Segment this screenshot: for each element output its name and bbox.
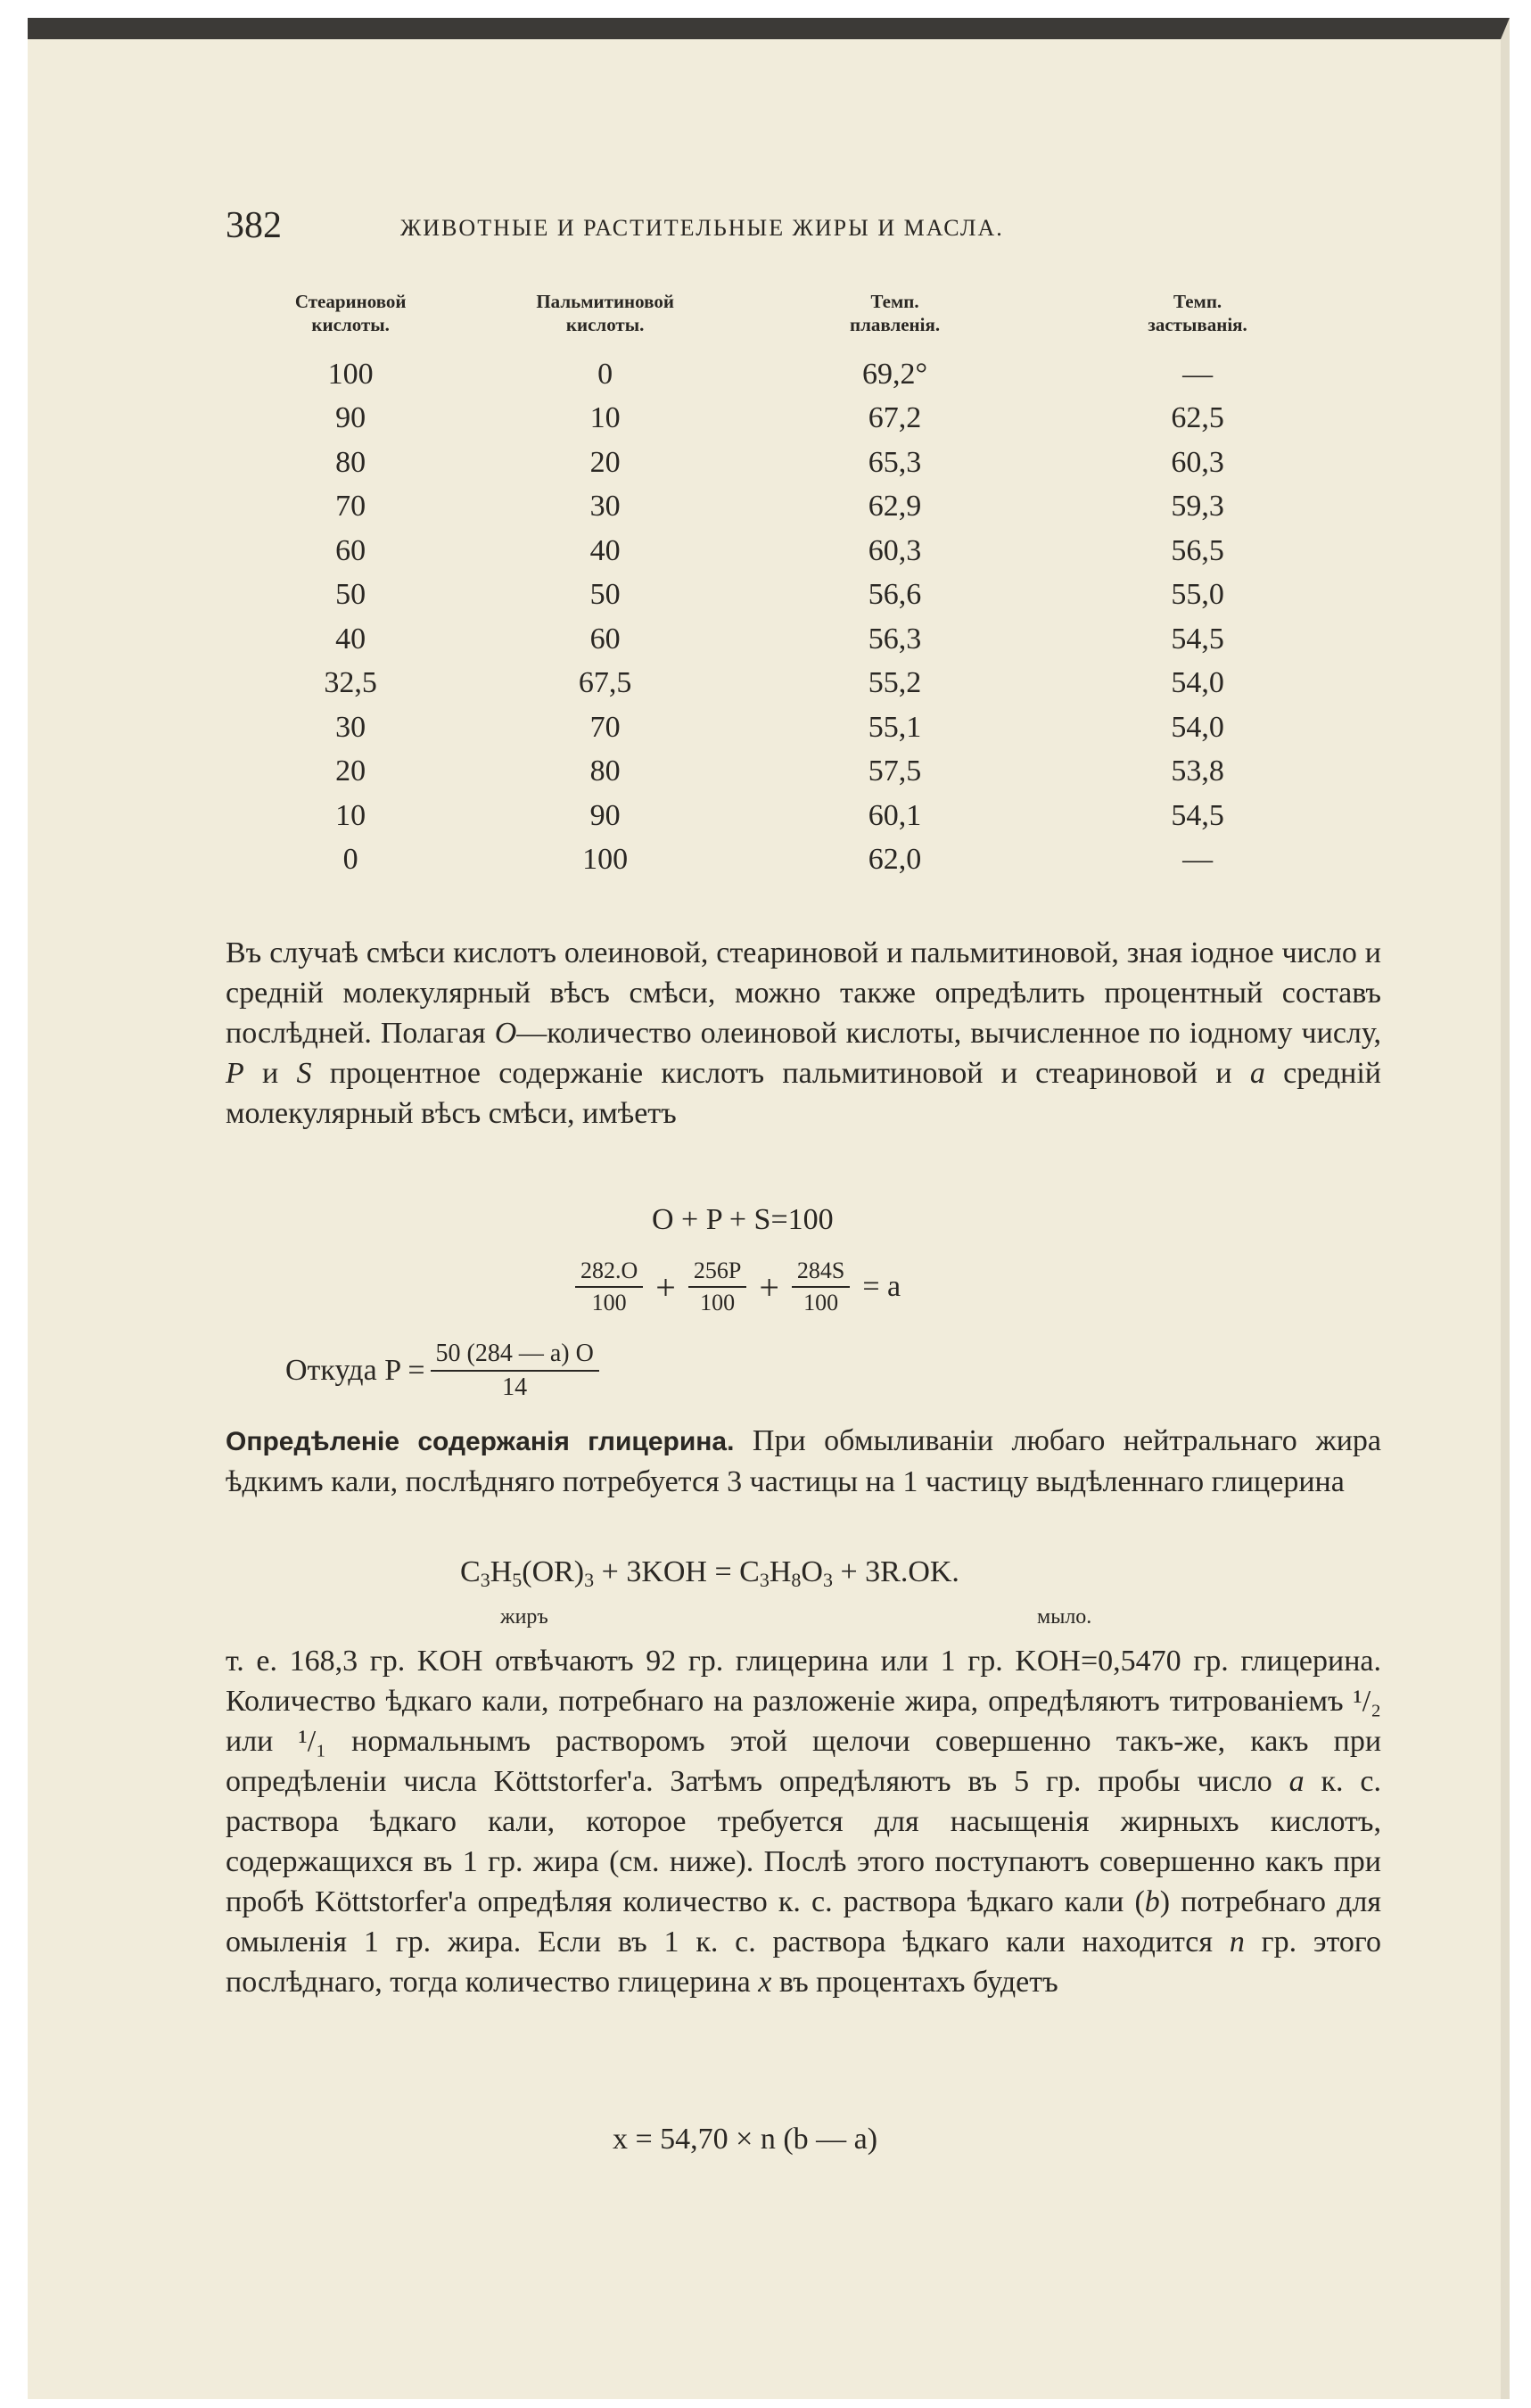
table-row: [226, 838, 1340, 883]
subscript: 3: [584, 1569, 595, 1591]
table-cell: 10: [589, 401, 621, 435]
label-soap: мыло.: [1037, 1605, 1092, 1629]
table-cell: 70: [335, 490, 366, 524]
text-span: и: [243, 1057, 297, 1090]
fraction: [792, 1258, 850, 1316]
text-span: (OR): [522, 1555, 585, 1588]
fraction: [688, 1258, 746, 1316]
table-cell: 32,5: [324, 666, 377, 700]
var-x: x: [758, 1966, 772, 1999]
page-header: [226, 204, 1385, 267]
table-cell: 59,3: [1171, 490, 1224, 524]
text-span: H: [490, 1555, 513, 1588]
paragraph-mixture: [226, 933, 1381, 1134]
equation-molecular-weight: [570, 1258, 908, 1316]
subscript: 3: [480, 1569, 490, 1591]
table-cell: 40: [335, 622, 366, 656]
text-span: въ процентахъ будетъ: [771, 1966, 1058, 1999]
table-cell: 0: [342, 843, 358, 877]
table-cell: 55,1: [868, 710, 922, 744]
table-cell: 56,5: [1171, 533, 1224, 567]
denominator: 100: [591, 1290, 627, 1315]
table-cell: 56,3: [868, 622, 922, 656]
table-cell: 67,5: [578, 666, 632, 700]
numerator: 284S: [792, 1258, 850, 1288]
table-cell: 90: [589, 798, 621, 832]
section-heading: Опредѣленіе содержанія глицерина.: [226, 1427, 735, 1456]
subscript: 8: [791, 1569, 802, 1591]
table-cell: 65,3: [868, 445, 922, 479]
fraction-one: ¹/₁: [298, 1725, 327, 1758]
text-span: O: [801, 1555, 823, 1588]
label-fat: жиръ: [500, 1605, 548, 1629]
plus-sign: +: [655, 1266, 676, 1307]
table-cell: 50: [589, 578, 621, 612]
var-a: a: [1249, 1057, 1265, 1090]
table-cell: —: [1182, 357, 1214, 391]
table-row: [226, 617, 1340, 662]
subscript: 3: [759, 1569, 770, 1591]
text-span: ) потребнаго для омыленія 1 гр. жира. Если въ 1 к. с. раствора ѣдкаго кали находится: [226, 1885, 1381, 1959]
table-cell: 60: [589, 622, 621, 656]
text-span: к. с. раствора ѣдкаго кали, которое требуется для насыщенія жирныхъ кислотъ, содержащихся въ 1 гр. жира (см. ниже). Послѣ этого поступаютъ совершенно какъ при пробѣ Köttstorfer'a опредѣляя количество к. с. раствора ѣдкаго кали (: [226, 1765, 1382, 1918]
equation-palmitic: [285, 1340, 605, 1402]
numerator: 50 (284 — a) O: [431, 1340, 599, 1372]
subscript: 3: [822, 1569, 833, 1591]
table-cell: 80: [589, 755, 621, 788]
numerator: 282.O: [575, 1258, 643, 1288]
table-cell: 100: [582, 843, 629, 877]
table-cell: 54,5: [1171, 622, 1224, 656]
table-cell: 62,5: [1171, 401, 1224, 435]
melting-point-table: [226, 289, 1340, 882]
table-cell: 67,2: [868, 401, 922, 435]
table-cell: 53,8: [1171, 755, 1224, 788]
table-cell: 54,5: [1171, 798, 1224, 832]
table-row: [226, 794, 1340, 838]
table-cell: 30: [335, 710, 366, 744]
table-cell: 40: [589, 533, 621, 567]
var-p: P: [226, 1057, 244, 1090]
table-row: [226, 485, 1340, 530]
column-header-solidification-temp: Темп. застыванія.: [1148, 291, 1247, 335]
text-span: + 3R.OK.: [832, 1555, 959, 1588]
table-cell: 60: [335, 533, 366, 567]
var-s: S: [296, 1057, 312, 1090]
text-span: —количество олеиновой кислоты, вычисленное по іодному числу,: [516, 1017, 1381, 1050]
table-cell: 70: [589, 710, 621, 744]
denominator: 100: [700, 1290, 736, 1315]
table-cell: 20: [589, 445, 621, 479]
equals-a: = a: [862, 1270, 901, 1303]
text-span: или: [226, 1725, 299, 1758]
text-span: H: [769, 1555, 792, 1588]
paragraph-glycerin: [226, 1421, 1381, 1502]
subscript: 5: [512, 1569, 523, 1591]
var-o: O: [494, 1017, 517, 1050]
page-number: 382: [226, 205, 282, 246]
saponification-reaction: [460, 1555, 959, 1592]
table-cell: 90: [335, 401, 366, 435]
table-cell: 20: [335, 755, 366, 788]
table-cell: 57,5: [868, 755, 922, 788]
table-cell: 60,3: [868, 533, 922, 567]
equation-glycerin-percent: x = 54,70 × n (b — a): [613, 2123, 878, 2156]
table-cell: 100: [327, 357, 374, 391]
table-cell: 54,0: [1171, 710, 1224, 744]
table-cell: 30: [589, 490, 621, 524]
column-header-palmitic: Пальмитиновой кислоты.: [536, 291, 674, 335]
denominator: 100: [803, 1290, 839, 1315]
paragraph-method: [226, 1641, 1381, 2002]
table-row: [226, 441, 1340, 485]
fraction: [575, 1258, 643, 1316]
equation-sum: O + P + S=100: [652, 1203, 834, 1236]
column-header-stearic: Стеариновой кислоты.: [294, 291, 407, 335]
table-cell: 60,3: [1171, 445, 1224, 479]
column-header-melting-temp: Темп. плавленія.: [850, 291, 941, 335]
table-cell: 62,0: [868, 843, 922, 877]
table-cell: 50: [335, 578, 366, 612]
plus-sign: +: [759, 1266, 779, 1307]
text-span: + 3KOH = C: [594, 1555, 760, 1588]
table-cell: 80: [335, 445, 366, 479]
table-cell: 56,6: [868, 578, 922, 612]
table-row: [226, 529, 1340, 573]
var-a: a: [1288, 1765, 1305, 1798]
text-span: Въ случаѣ смѣси кислотъ олеиновой, стеариновой и пальмитиновой, зная іодное число и средній молекулярный вѣсъ смѣси, можно также опредѣлить процентный составъ послѣдней. Полагая: [226, 936, 1381, 1050]
book-page: [28, 18, 1510, 2399]
table-row: [226, 705, 1340, 750]
var-n: n: [1229, 1926, 1245, 1959]
text-span: гр. этого послѣднаго, тогда количество глицерина: [226, 1926, 1381, 1999]
numerator: 256P: [688, 1258, 746, 1288]
table-cell: 0: [597, 357, 613, 391]
table-row: [226, 352, 1340, 397]
table-row: [226, 662, 1340, 706]
table-cell: 62,9: [868, 490, 922, 524]
table-cell: 55,2: [868, 666, 922, 700]
table-row: [226, 750, 1340, 795]
fraction: [431, 1340, 599, 1402]
text-span: процентное содержаніе кислотъ пальмитиновой и стеариновой и: [311, 1057, 1250, 1090]
table-cell: 60,1: [868, 798, 922, 832]
text-span: нормальнымъ растворомъ этой щелочи совершенно такъ-же, какъ при опредѣленіи числа Köttstorfer'a. Затѣмъ опредѣляютъ въ 5 гр. пробы число: [226, 1725, 1382, 1798]
text-span: При обмыливаніи любаго нейтральнаго жира ѣдкимъ кали, послѣдняго потребуется 3 частицы на 1 частицу выдѣленнаго глицерина: [226, 1424, 1382, 1498]
table-cell: 54,0: [1171, 666, 1224, 700]
equation-lead: Откуда P =: [285, 1354, 425, 1387]
table-row: [226, 573, 1340, 618]
table-cell: —: [1182, 843, 1214, 877]
table-cell: 69,2°: [862, 357, 928, 391]
table-cell: 55,0: [1171, 578, 1224, 612]
text-span: C: [460, 1555, 481, 1588]
running-title: ЖИВОТНЫЕ И РАСТИТЕЛЬНЫЕ ЖИРЫ И МАСЛА.: [400, 215, 1004, 241]
table-header-row: [226, 289, 1340, 352]
table-row: [226, 397, 1340, 441]
var-b: b: [1144, 1885, 1160, 1918]
text-span: средній молекулярный вѣсъ смѣси, имѣетъ: [226, 1057, 1381, 1130]
denominator: 14: [502, 1373, 528, 1401]
fraction-half: ¹/₂: [1353, 1685, 1381, 1718]
table-cell: 10: [335, 798, 366, 832]
text-span: т. е. 168,3 гр. KOH отвѣчаютъ 92 гр. глицерина или 1 гр. KOH=0,5470 гр. глицерина. Количество ѣдкаго кали, потребнаго на разложеніе жира, опредѣляютъ титрованіемъ: [226, 1645, 1381, 1718]
